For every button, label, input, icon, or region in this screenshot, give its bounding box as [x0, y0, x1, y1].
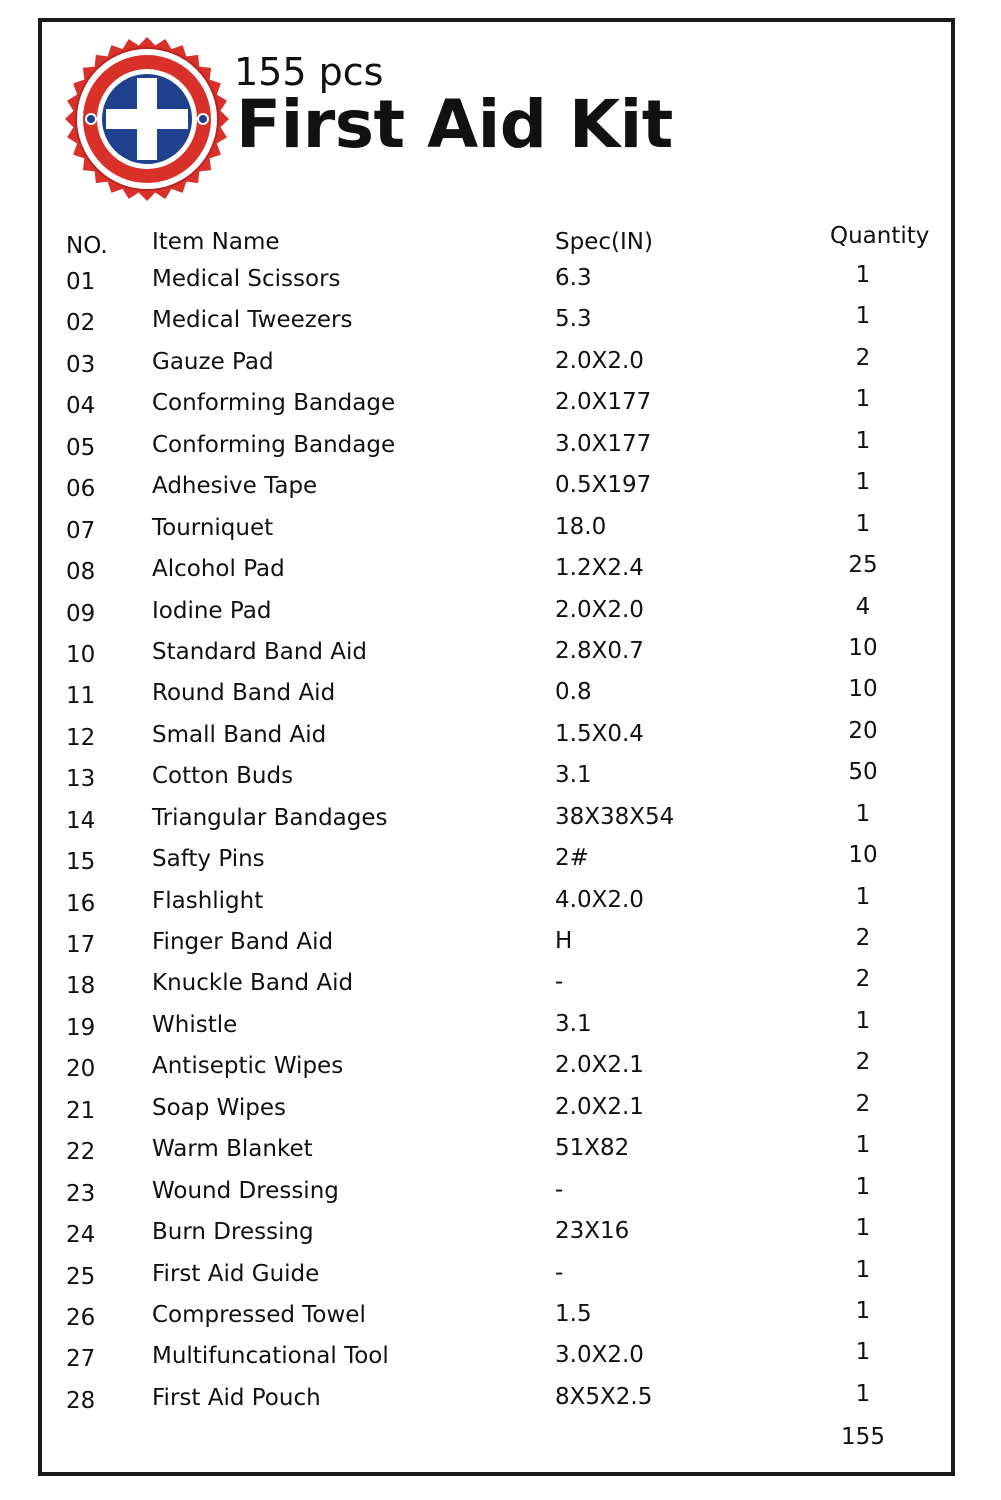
item-quantity: 20	[848, 717, 878, 744]
item-number: 18	[66, 973, 96, 1000]
item-spec: 3.0X2.0	[555, 1342, 644, 1369]
item-name: Small Band Aid	[152, 721, 327, 748]
item-quantity: 1	[855, 427, 871, 454]
item-quantity: 2	[855, 344, 871, 371]
item-name: Conforming Bandage	[152, 431, 396, 458]
item-quantity: 1	[855, 1132, 871, 1159]
item-number: 22	[66, 1139, 96, 1166]
item-number: 14	[66, 807, 96, 834]
item-quantity: 1	[855, 1256, 871, 1283]
item-quantity: 1	[855, 1007, 871, 1034]
item-spec: 8X5X2.5	[555, 1383, 653, 1410]
item-name: Multifuncational Tool	[152, 1343, 389, 1370]
item-number: 09	[66, 600, 96, 627]
item-spec: 2#	[555, 845, 589, 872]
item-number: 24	[66, 1222, 96, 1249]
item-spec: 4.0X2.0	[555, 886, 644, 913]
item-quantity: 1	[855, 1339, 871, 1366]
item-number: 23	[66, 1180, 96, 1207]
item-quantity: 1	[855, 1380, 871, 1407]
item-name: Conforming Bandage	[152, 390, 396, 417]
item-quantity: 1	[855, 1215, 871, 1242]
item-quantity: 1	[855, 510, 871, 537]
item-number: 19	[66, 1014, 96, 1041]
item-name: Medical Scissors	[152, 266, 341, 292]
item-spec: 23X16	[555, 1218, 630, 1245]
item-number: 08	[66, 559, 96, 586]
item-name: Round Band Aid	[152, 680, 336, 707]
column-header-no: NO.	[66, 233, 108, 259]
first-aid-badge-icon	[64, 36, 230, 202]
item-spec: 3.1	[555, 762, 592, 789]
item-name: Gauze Pad	[152, 348, 274, 375]
item-name: Antiseptic Wipes	[152, 1053, 344, 1080]
item-number: 12	[66, 724, 96, 751]
item-name: Adhesive Tape	[152, 473, 318, 500]
item-spec: -	[555, 969, 564, 996]
item-quantity: 1	[855, 469, 871, 496]
item-number: 11	[66, 683, 96, 710]
item-spec: 6.3	[555, 265, 592, 291]
item-spec: H	[555, 928, 573, 954]
item-number: 28	[66, 1387, 96, 1414]
item-name: Triangular Bandages	[152, 804, 388, 831]
item-number: 07	[66, 517, 96, 544]
item-name: Safty Pins	[152, 846, 265, 873]
item-quantity: 10	[848, 842, 878, 869]
item-spec: 2.0X2.1	[555, 1052, 644, 1079]
item-spec: 2.0X2.0	[555, 347, 644, 374]
item-number: 04	[66, 393, 96, 420]
item-name: Wound Dressing	[152, 1177, 339, 1204]
item-name: Iodine Pad	[152, 597, 272, 624]
item-name: Flashlight	[152, 887, 264, 914]
item-number: 15	[66, 849, 96, 876]
item-number: 20	[66, 1056, 96, 1083]
item-spec: -	[555, 1259, 564, 1286]
item-name: Medical Tweezers	[152, 307, 353, 334]
item-spec: 2.0X177	[555, 389, 652, 416]
item-number: 03	[66, 351, 96, 378]
item-name: Alcohol Pad	[152, 556, 285, 583]
item-name: Compressed Towel	[152, 1301, 366, 1328]
item-quantity: 1	[855, 303, 871, 330]
column-header-item-name: Item Name	[152, 229, 280, 255]
item-number: 27	[66, 1346, 96, 1373]
item-quantity: 10	[848, 676, 878, 703]
item-name: Warm Blanket	[152, 1136, 313, 1163]
item-quantity: 1	[855, 1173, 871, 1200]
item-name: First Aid Guide	[152, 1260, 320, 1287]
item-quantity: 2	[855, 925, 871, 951]
item-number: 21	[66, 1097, 96, 1124]
column-header-quantity: Quantity	[830, 223, 930, 249]
item-spec: 3.1	[555, 1010, 592, 1037]
item-quantity: 1	[855, 262, 871, 288]
item-spec: 38X38X54	[555, 803, 675, 830]
column-header-spec: Spec(IN)	[555, 229, 653, 255]
item-spec: 5.3	[555, 306, 592, 333]
item-quantity: 1	[855, 883, 871, 910]
item-number: 13	[66, 766, 96, 793]
item-quantity: 50	[848, 759, 878, 786]
badge-rivet-left	[86, 114, 96, 124]
item-name: Knuckle Band Aid	[152, 970, 354, 997]
item-number: 05	[66, 434, 96, 461]
page-title: First Aid Kit	[236, 86, 673, 163]
item-number: 26	[66, 1304, 96, 1331]
item-spec: -	[555, 1176, 564, 1203]
item-name: First Aid Pouch	[152, 1384, 321, 1411]
item-number: 17	[66, 932, 96, 958]
item-list	[0, 262, 1001, 1422]
piece-count: 155 pcs	[234, 50, 384, 94]
item-name: Whistle	[152, 1011, 238, 1038]
item-number: 02	[66, 310, 96, 337]
item-quantity: 10	[848, 634, 878, 661]
item-spec: 0.8	[555, 679, 592, 706]
item-quantity: 2	[855, 1090, 871, 1117]
table-row	[0, 1381, 1001, 1422]
item-number: 10	[66, 641, 96, 668]
item-spec: 1.5	[555, 1300, 592, 1327]
badge-rivet-right	[198, 114, 208, 124]
item-spec: 2.8X0.7	[555, 637, 644, 664]
item-quantity: 25	[848, 552, 878, 579]
item-spec: 2.0X2.0	[555, 596, 644, 623]
item-quantity: 1	[855, 800, 871, 827]
item-name: Tourniquet	[152, 514, 274, 541]
quantity-total: 155	[841, 1424, 885, 1450]
item-spec: 51X82	[555, 1135, 630, 1162]
item-name: Soap Wipes	[152, 1094, 287, 1121]
item-number: 01	[66, 269, 96, 295]
item-name: Finger Band Aid	[152, 929, 334, 955]
item-number: 16	[66, 890, 96, 917]
item-spec: 1.5X0.4	[555, 720, 644, 747]
item-spec: 3.0X177	[555, 430, 652, 457]
item-quantity: 1	[855, 1297, 871, 1324]
item-spec: 1.2X2.4	[555, 555, 644, 582]
item-quantity: 1	[855, 386, 871, 413]
item-spec: 18.0	[555, 513, 607, 540]
item-name: Cotton Buds	[152, 763, 294, 790]
item-spec: 2.0X2.1	[555, 1093, 644, 1120]
item-spec: 0.5X197	[555, 472, 652, 499]
item-name: Burn Dressing	[152, 1219, 314, 1246]
item-quantity: 4	[855, 593, 871, 620]
item-quantity: 2	[855, 966, 871, 993]
item-quantity: 2	[855, 1049, 871, 1076]
item-number: 25	[66, 1263, 96, 1290]
item-number: 06	[66, 476, 96, 503]
item-name: Standard Band Aid	[152, 638, 368, 665]
